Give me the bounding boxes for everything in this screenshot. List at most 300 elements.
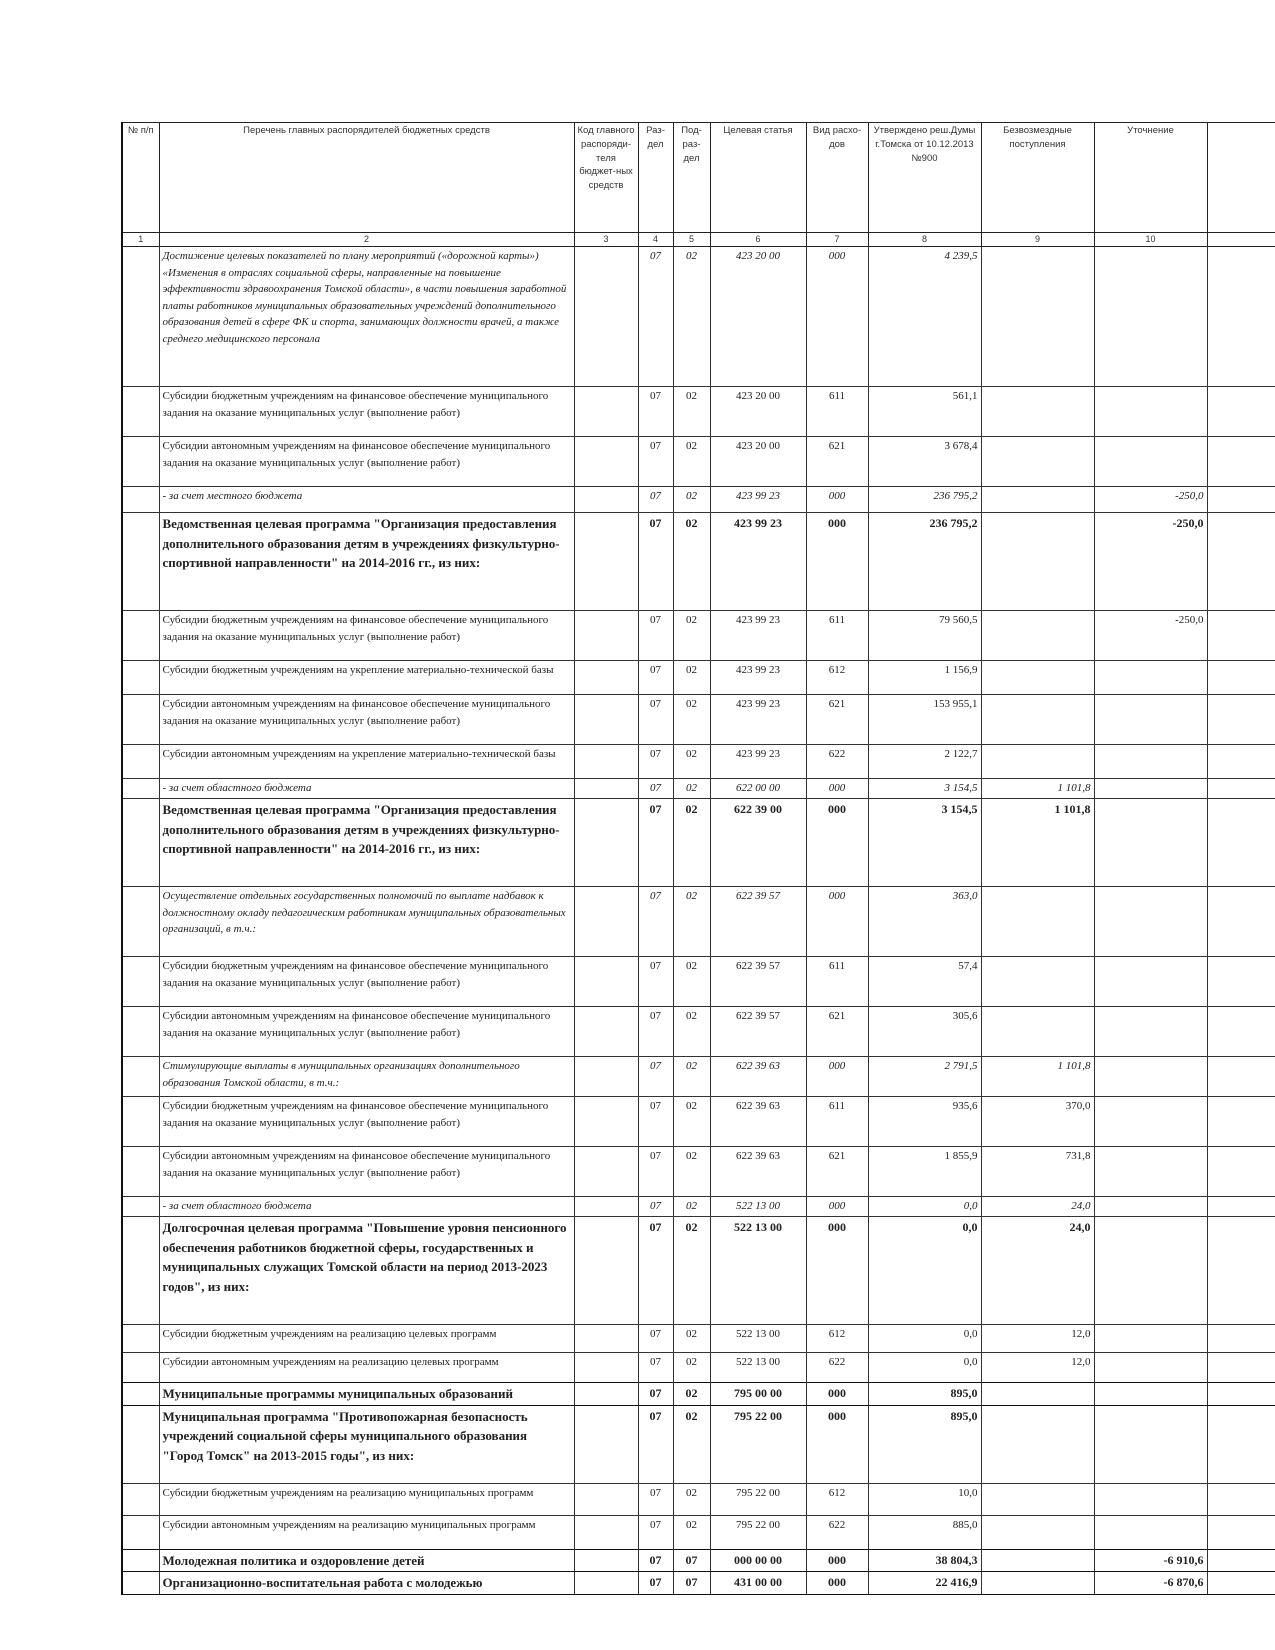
row-extra <box>1207 611 1275 661</box>
row-expense: 621 <box>806 695 868 745</box>
row-adjustment <box>1094 1097 1207 1147</box>
row-section: 07 <box>638 1383 673 1406</box>
row-section: 07 <box>638 799 673 887</box>
table-row <box>122 1147 1275 1197</box>
row-adjustment <box>1094 247 1207 387</box>
row-target: 423 20 00 <box>710 247 806 387</box>
row-section: 07 <box>638 1097 673 1147</box>
row-name: - за счет областного бюджета <box>159 1197 574 1217</box>
table-row <box>122 1057 1275 1097</box>
row-expense: 000 <box>806 1572 868 1595</box>
column-number-extra <box>1207 233 1275 247</box>
row-code <box>574 1325 638 1353</box>
row-approved: 38 804,3 <box>868 1549 981 1572</box>
row-extra <box>1207 1383 1275 1406</box>
row-subsection: 02 <box>673 1383 710 1406</box>
row-target: 622 00 00 <box>710 779 806 799</box>
row-grants <box>981 437 1094 487</box>
row-section: 07 <box>638 957 673 1007</box>
header-cell: Целевая статья <box>710 123 806 233</box>
row-adjustment <box>1094 1383 1207 1406</box>
table-header <box>122 123 1275 247</box>
row-expense: 621 <box>806 1147 868 1197</box>
row-adjustment <box>1094 1515 1207 1549</box>
row-extra <box>1207 1515 1275 1549</box>
row-code <box>574 1217 638 1325</box>
column-number: 6 <box>710 233 806 247</box>
column-number: 2 <box>159 233 574 247</box>
row-approved: 57,4 <box>868 957 981 1007</box>
row-subsection: 02 <box>673 957 710 1007</box>
header-cell: Утверждено реш.Думы г.Томска от 10.12.2013 №900 <box>868 123 981 233</box>
row-section: 07 <box>638 513 673 611</box>
row-number <box>122 1483 159 1515</box>
row-adjustment <box>1094 745 1207 779</box>
row-grants <box>981 247 1094 387</box>
row-expense: 000 <box>806 1057 868 1097</box>
row-subsection: 02 <box>673 779 710 799</box>
row-section: 07 <box>638 745 673 779</box>
row-expense: 622 <box>806 745 868 779</box>
row-extra <box>1207 247 1275 387</box>
row-name: Организационно-воспитательная работа с молодежью <box>159 1572 574 1595</box>
row-code <box>574 513 638 611</box>
column-number: 7 <box>806 233 868 247</box>
row-number <box>122 1217 159 1325</box>
table-row <box>122 1217 1275 1325</box>
column-number: 4 <box>638 233 673 247</box>
row-extra <box>1207 1483 1275 1515</box>
row-extra <box>1207 1549 1275 1572</box>
row-target: 431 00 00 <box>710 1572 806 1595</box>
row-number <box>122 1353 159 1383</box>
budget-table <box>121 122 1275 1595</box>
row-adjustment <box>1094 1405 1207 1483</box>
row-name: Муниципальная программа "Противопожарная безопасность учреждений социальной сферы муниципального образования "Город Томск" на 2013-2015 годы", из них: <box>159 1405 574 1483</box>
row-approved: 305,6 <box>868 1007 981 1057</box>
table-row <box>122 387 1275 437</box>
row-subsection: 02 <box>673 1197 710 1217</box>
row-number <box>122 887 159 957</box>
row-target: 795 22 00 <box>710 1515 806 1549</box>
row-grants <box>981 745 1094 779</box>
row-name: Субсидии бюджетным учреждениям на финансовое обеспечение муниципального задания на оказание муниципальных услуг (выполнение работ) <box>159 611 574 661</box>
row-subsection: 02 <box>673 513 710 611</box>
table-row <box>122 1515 1275 1549</box>
row-subsection: 02 <box>673 695 710 745</box>
table-row <box>122 957 1275 1007</box>
row-extra <box>1207 695 1275 745</box>
row-target: 423 99 23 <box>710 695 806 745</box>
row-grants <box>981 487 1094 513</box>
row-subsection: 02 <box>673 1405 710 1483</box>
row-target: 622 39 63 <box>710 1097 806 1147</box>
row-name: Субсидии автономным учреждениям на финансовое обеспечение муниципального задания на оказание муниципальных услуг (выполнение работ) <box>159 1007 574 1057</box>
row-adjustment <box>1094 799 1207 887</box>
row-expense: 000 <box>806 1217 868 1325</box>
table-row <box>122 437 1275 487</box>
row-name: Субсидии бюджетным учреждениям на финансовое обеспечение муниципального задания на оказание муниципальных услуг (выполнение работ) <box>159 1097 574 1147</box>
row-expense: 000 <box>806 1549 868 1572</box>
row-adjustment: -6 870,6 <box>1094 1572 1207 1595</box>
row-name: Субсидии бюджетным учреждениям на финансовое обеспечение муниципального задания на оказание муниципальных услуг (выполнение работ) <box>159 957 574 1007</box>
row-number <box>122 437 159 487</box>
row-grants <box>981 1549 1094 1572</box>
row-approved: 895,0 <box>868 1383 981 1406</box>
row-approved: 3 154,5 <box>868 779 981 799</box>
row-target: 522 13 00 <box>710 1217 806 1325</box>
row-number <box>122 1383 159 1406</box>
row-subsection: 02 <box>673 387 710 437</box>
table-row <box>122 1572 1275 1595</box>
row-name: Субсидии автономным учреждениям на реализацию целевых программ <box>159 1353 574 1383</box>
row-expense: 612 <box>806 1483 868 1515</box>
header-cell: Раз-дел <box>638 123 673 233</box>
row-code <box>574 387 638 437</box>
row-adjustment <box>1094 437 1207 487</box>
row-expense: 000 <box>806 779 868 799</box>
row-subsection: 02 <box>673 611 710 661</box>
row-grants: 731,8 <box>981 1147 1094 1197</box>
row-target: 622 39 57 <box>710 887 806 957</box>
row-code <box>574 745 638 779</box>
row-code <box>574 779 638 799</box>
row-approved: 1 156,9 <box>868 661 981 695</box>
row-number <box>122 1007 159 1057</box>
row-number <box>122 247 159 387</box>
row-name: Стимулирующие выплаты в муниципальных организациях дополнительного образования Томской области, в т.ч.: <box>159 1057 574 1097</box>
row-section: 07 <box>638 695 673 745</box>
row-code <box>574 1007 638 1057</box>
row-approved: 363,0 <box>868 887 981 957</box>
row-adjustment <box>1094 1217 1207 1325</box>
row-subsection: 02 <box>673 1097 710 1147</box>
row-target: 423 99 23 <box>710 513 806 611</box>
row-section: 07 <box>638 1325 673 1353</box>
row-subsection: 02 <box>673 1353 710 1383</box>
row-expense: 000 <box>806 487 868 513</box>
row-target: 522 13 00 <box>710 1197 806 1217</box>
row-expense: 000 <box>806 799 868 887</box>
row-subsection: 02 <box>673 437 710 487</box>
row-adjustment <box>1094 779 1207 799</box>
row-expense: 000 <box>806 887 868 957</box>
row-target: 795 22 00 <box>710 1405 806 1483</box>
row-section: 07 <box>638 611 673 661</box>
row-grants <box>981 695 1094 745</box>
row-adjustment <box>1094 1353 1207 1383</box>
header-cell: Перечень главных распорядителей бюджетных средств <box>159 123 574 233</box>
row-grants <box>981 1515 1094 1549</box>
row-section: 07 <box>638 437 673 487</box>
row-extra <box>1207 1405 1275 1483</box>
row-section: 07 <box>638 1549 673 1572</box>
row-number <box>122 487 159 513</box>
row-subsection: 02 <box>673 487 710 513</box>
row-grants: 12,0 <box>981 1325 1094 1353</box>
row-extra <box>1207 1217 1275 1325</box>
row-section: 07 <box>638 661 673 695</box>
row-extra <box>1207 887 1275 957</box>
table-row <box>122 1353 1275 1383</box>
row-code <box>574 487 638 513</box>
row-target: 795 00 00 <box>710 1383 806 1406</box>
row-approved: 561,1 <box>868 387 981 437</box>
table-row <box>122 661 1275 695</box>
table-row <box>122 779 1275 799</box>
row-section: 07 <box>638 1007 673 1057</box>
row-number <box>122 779 159 799</box>
row-name: - за счет областного бюджета <box>159 779 574 799</box>
row-number <box>122 1325 159 1353</box>
header-cell: Безвозмездные поступления <box>981 123 1094 233</box>
row-name: Муниципальные программы муниципальных образований <box>159 1383 574 1406</box>
row-adjustment <box>1094 387 1207 437</box>
row-target: 622 39 57 <box>710 1007 806 1057</box>
row-name: Субсидии автономным учреждениям на финансовое обеспечение муниципального задания на оказание муниципальных услуг (выполнение работ) <box>159 695 574 745</box>
row-number <box>122 957 159 1007</box>
row-number <box>122 661 159 695</box>
row-extra <box>1207 1325 1275 1353</box>
row-number <box>122 1057 159 1097</box>
row-number <box>122 799 159 887</box>
row-expense: 612 <box>806 1325 868 1353</box>
row-code <box>574 1483 638 1515</box>
row-target: 423 99 23 <box>710 487 806 513</box>
row-approved: 3 154,5 <box>868 799 981 887</box>
row-extra <box>1207 513 1275 611</box>
row-extra <box>1207 745 1275 779</box>
row-number <box>122 1515 159 1549</box>
row-section: 07 <box>638 1057 673 1097</box>
row-approved: 935,6 <box>868 1097 981 1147</box>
row-subsection: 02 <box>673 247 710 387</box>
row-approved: 0,0 <box>868 1325 981 1353</box>
row-expense: 611 <box>806 957 868 1007</box>
row-subsection: 02 <box>673 661 710 695</box>
row-adjustment: -250,0 <box>1094 611 1207 661</box>
row-adjustment <box>1094 1147 1207 1197</box>
row-target: 522 13 00 <box>710 1325 806 1353</box>
row-approved: 236 795,2 <box>868 513 981 611</box>
row-expense: 000 <box>806 513 868 611</box>
column-number: 3 <box>574 233 638 247</box>
row-subsection: 02 <box>673 1483 710 1515</box>
row-approved: 22 416,9 <box>868 1572 981 1595</box>
row-extra <box>1207 957 1275 1007</box>
row-number <box>122 1572 159 1595</box>
row-grants <box>981 1405 1094 1483</box>
row-code <box>574 611 638 661</box>
table-row <box>122 611 1275 661</box>
row-adjustment <box>1094 695 1207 745</box>
row-expense: 000 <box>806 1197 868 1217</box>
row-target: 622 39 00 <box>710 799 806 887</box>
row-target: 423 99 23 <box>710 745 806 779</box>
row-code <box>574 1197 638 1217</box>
table-row <box>122 745 1275 779</box>
row-grants <box>981 1383 1094 1406</box>
row-code <box>574 1057 638 1097</box>
row-grants: 1 101,8 <box>981 1057 1094 1097</box>
row-expense: 622 <box>806 1515 868 1549</box>
row-grants: 12,0 <box>981 1353 1094 1383</box>
row-approved: 2 791,5 <box>868 1057 981 1097</box>
row-grants <box>981 611 1094 661</box>
row-subsection: 02 <box>673 799 710 887</box>
row-target: 423 20 00 <box>710 437 806 487</box>
row-approved: 1 855,9 <box>868 1147 981 1197</box>
row-adjustment: -250,0 <box>1094 513 1207 611</box>
row-section: 07 <box>638 1217 673 1325</box>
row-subsection: 02 <box>673 887 710 957</box>
row-code <box>574 887 638 957</box>
row-approved: 153 955,1 <box>868 695 981 745</box>
column-number: 1 <box>122 233 159 247</box>
row-grants <box>981 661 1094 695</box>
row-adjustment <box>1094 957 1207 1007</box>
row-target: 622 39 63 <box>710 1057 806 1097</box>
row-approved: 0,0 <box>868 1197 981 1217</box>
header-cell: Уточнение <box>1094 123 1207 233</box>
row-section: 07 <box>638 1483 673 1515</box>
row-target: 522 13 00 <box>710 1353 806 1383</box>
row-target: 795 22 00 <box>710 1483 806 1515</box>
row-number <box>122 513 159 611</box>
row-number <box>122 1097 159 1147</box>
column-number: 8 <box>868 233 981 247</box>
row-adjustment <box>1094 1197 1207 1217</box>
row-adjustment: -6 910,6 <box>1094 1549 1207 1572</box>
row-expense: 612 <box>806 661 868 695</box>
table-row <box>122 1197 1275 1217</box>
row-section: 07 <box>638 1515 673 1549</box>
row-number <box>122 1549 159 1572</box>
row-number <box>122 1405 159 1483</box>
row-grants: 1 101,8 <box>981 799 1094 887</box>
row-approved: 3 678,4 <box>868 437 981 487</box>
row-adjustment <box>1094 1057 1207 1097</box>
row-adjustment <box>1094 661 1207 695</box>
header-cell-extra <box>1207 123 1275 233</box>
table-body <box>122 247 1275 1595</box>
row-target: 423 99 23 <box>710 661 806 695</box>
row-approved: 79 560,5 <box>868 611 981 661</box>
row-grants <box>981 1483 1094 1515</box>
table-row <box>122 1405 1275 1483</box>
row-section: 07 <box>638 1405 673 1483</box>
row-subsection: 02 <box>673 1325 710 1353</box>
row-grants: 24,0 <box>981 1217 1094 1325</box>
row-subsection: 07 <box>673 1572 710 1595</box>
row-code <box>574 1549 638 1572</box>
row-extra <box>1207 487 1275 513</box>
row-section: 07 <box>638 1353 673 1383</box>
row-grants <box>981 887 1094 957</box>
row-extra <box>1207 779 1275 799</box>
row-section: 07 <box>638 1572 673 1595</box>
row-grants <box>981 957 1094 1007</box>
row-code <box>574 1097 638 1147</box>
row-name: Субсидии автономным учреждениям на финансовое обеспечение муниципального задания на оказание муниципальных услуг (выполнение работ) <box>159 437 574 487</box>
table-row <box>122 1549 1275 1572</box>
row-expense: 611 <box>806 611 868 661</box>
row-name: Субсидии бюджетным учреждениям на реализацию муниципальных программ <box>159 1483 574 1515</box>
row-name: Долгосрочная целевая программа "Повышение уровня пенсионного обеспечения работников бюджетной сферы, государственных и муниципальных служащих Томской области на период 2013-2023 годов", из них: <box>159 1217 574 1325</box>
row-code <box>574 957 638 1007</box>
row-number <box>122 745 159 779</box>
row-expense: 611 <box>806 1097 868 1147</box>
row-grants: 370,0 <box>981 1097 1094 1147</box>
table-row <box>122 1483 1275 1515</box>
header-cell: № п/п <box>122 123 159 233</box>
row-extra <box>1207 1007 1275 1057</box>
row-extra <box>1207 1057 1275 1097</box>
row-code <box>574 1353 638 1383</box>
row-code <box>574 1572 638 1595</box>
row-extra <box>1207 387 1275 437</box>
column-number: 5 <box>673 233 710 247</box>
header-cell: Код главного распоряди-теля бюджет-ных средств <box>574 123 638 233</box>
row-subsection: 02 <box>673 1217 710 1325</box>
row-subsection: 02 <box>673 1057 710 1097</box>
row-approved: 2 122,7 <box>868 745 981 779</box>
row-extra <box>1207 437 1275 487</box>
row-approved: 895,0 <box>868 1405 981 1483</box>
row-grants <box>981 387 1094 437</box>
table-row <box>122 487 1275 513</box>
row-adjustment <box>1094 1483 1207 1515</box>
row-section: 07 <box>638 1147 673 1197</box>
row-code <box>574 437 638 487</box>
row-number <box>122 1147 159 1197</box>
table-row <box>122 799 1275 887</box>
table-row <box>122 513 1275 611</box>
row-code <box>574 1147 638 1197</box>
row-name: Осуществление отдельных государственных полномочий по выплате надбавок к должностному окладу педагогическим работникам муниципальных образовательных организаций, в т.ч.: <box>159 887 574 957</box>
row-grants <box>981 1572 1094 1595</box>
row-expense: 000 <box>806 247 868 387</box>
row-expense: 611 <box>806 387 868 437</box>
table-row <box>122 1007 1275 1057</box>
row-section: 07 <box>638 887 673 957</box>
row-code <box>574 695 638 745</box>
row-extra <box>1207 1147 1275 1197</box>
row-adjustment: -250,0 <box>1094 487 1207 513</box>
row-target: 622 39 63 <box>710 1147 806 1197</box>
row-extra <box>1207 661 1275 695</box>
row-subsection: 02 <box>673 1515 710 1549</box>
row-expense: 000 <box>806 1405 868 1483</box>
row-code <box>574 1383 638 1406</box>
column-number: 9 <box>981 233 1094 247</box>
row-name: - за счет местного бюджета <box>159 487 574 513</box>
header-cell: Вид расхо-дов <box>806 123 868 233</box>
row-subsection: 02 <box>673 1147 710 1197</box>
table-row <box>122 1097 1275 1147</box>
row-extra <box>1207 799 1275 887</box>
column-number: 10 <box>1094 233 1207 247</box>
row-section: 07 <box>638 487 673 513</box>
row-approved: 0,0 <box>868 1353 981 1383</box>
row-number <box>122 695 159 745</box>
row-name: Молодежная политика и оздоровление детей <box>159 1549 574 1572</box>
row-name: Субсидии бюджетным учреждениям на реализацию целевых программ <box>159 1325 574 1353</box>
row-code <box>574 1515 638 1549</box>
row-name: Достижение целевых показателей по плану мероприятий («дорожной карты») «Изменения в отраслях социальной сферы, направленные на повышение эффективности здравоохранения Томской области», в части повышения заработной платы работников муниципальных образовательных учреждений дополнительного образования детей в сфере ФК и спорта, занимающих должности врачей, а также среднего медицинского персонала <box>159 247 574 387</box>
row-grants: 1 101,8 <box>981 779 1094 799</box>
row-approved: 885,0 <box>868 1515 981 1549</box>
